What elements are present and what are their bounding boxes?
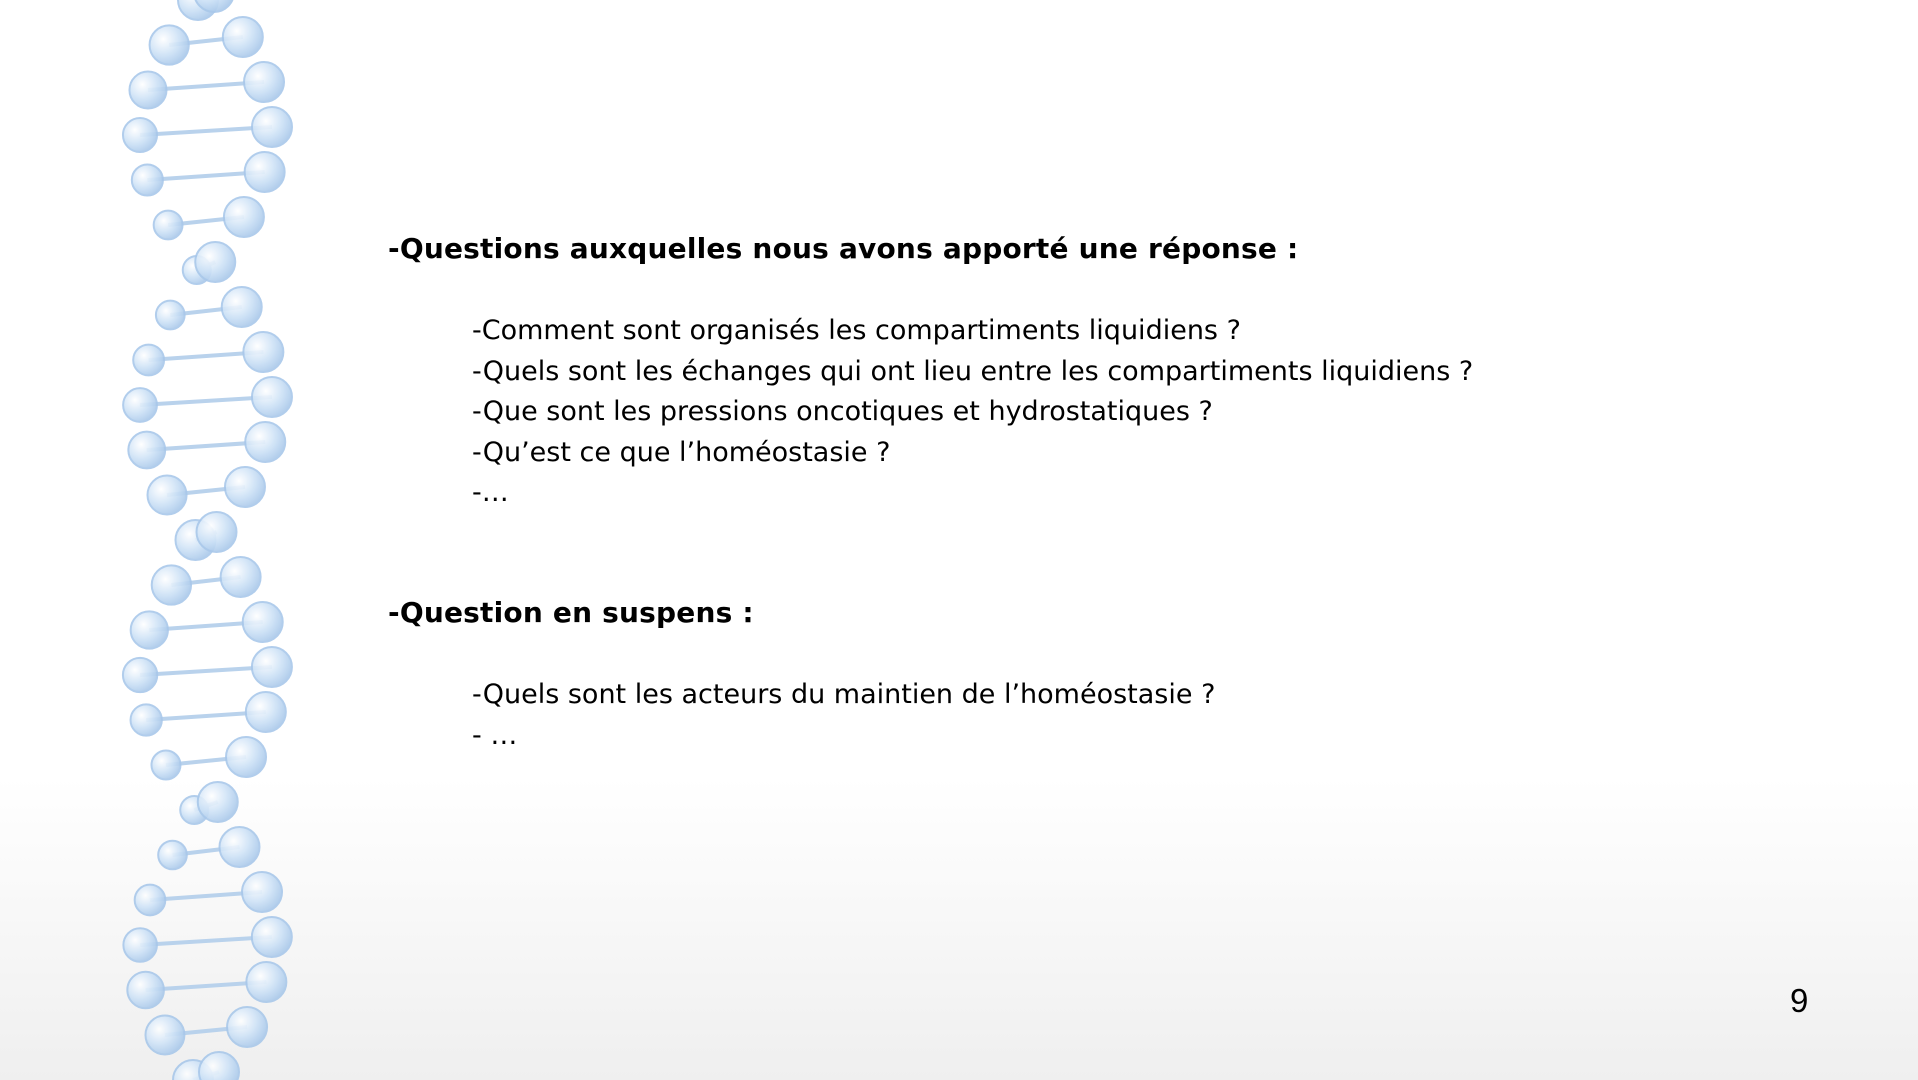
dna-sphere xyxy=(244,62,284,102)
dna-sphere xyxy=(245,422,285,462)
dna-sphere xyxy=(252,107,292,147)
dna-sphere xyxy=(197,512,237,552)
dna-sphere xyxy=(226,737,266,777)
dna-sphere xyxy=(129,71,166,108)
dna-sphere xyxy=(147,475,186,514)
pending-questions-heading: -Question en suspens : xyxy=(388,596,754,629)
list-item: -Que sont les pressions oncotiques et hydrostatiques ? xyxy=(472,396,1213,427)
dna-sphere xyxy=(199,1052,239,1080)
dna-sphere xyxy=(221,557,261,597)
dna-sphere xyxy=(123,118,157,152)
dna-sphere xyxy=(152,565,191,604)
dna-sphere xyxy=(227,1007,267,1047)
dna-sphere xyxy=(123,928,157,962)
answered-questions-heading: -Questions auxquelles nous avons apporté une réponse : xyxy=(388,232,1299,265)
dna-sphere xyxy=(123,388,157,422)
dna-sphere xyxy=(123,658,157,692)
dna-sphere xyxy=(198,782,238,822)
page-number: 9 xyxy=(1790,982,1809,1019)
dna-sphere xyxy=(245,152,285,192)
dna-sphere xyxy=(252,377,292,417)
answered-questions-list xyxy=(472,311,1473,514)
dna-helix-icon xyxy=(0,0,320,1080)
dna-sphere xyxy=(131,704,162,735)
dna-sphere xyxy=(154,211,183,240)
pending-questions-list xyxy=(472,675,1215,756)
dna-sphere xyxy=(243,332,283,372)
list-item: -Comment sont organisés les compartiments liquidiens ? xyxy=(472,315,1241,346)
dna-sphere xyxy=(220,827,260,867)
dna-sphere xyxy=(246,962,286,1002)
dna-sphere xyxy=(145,1016,184,1055)
dna-sphere xyxy=(156,301,185,330)
dna-sphere xyxy=(242,872,282,912)
dna-sphere xyxy=(128,432,165,469)
list-item: -Quels sont les acteurs du maintien de l’homéostasie ? xyxy=(472,679,1216,710)
dna-sphere xyxy=(252,647,292,687)
dna-sphere xyxy=(150,25,189,64)
dna-sphere xyxy=(223,17,263,57)
list-item: -… xyxy=(472,477,509,508)
list-item: -Quels sont les échanges qui ont lieu entre les compartiments liquidiens ? xyxy=(472,355,1474,387)
dna-sphere xyxy=(224,197,264,237)
dna-sphere xyxy=(151,751,180,780)
dna-sphere xyxy=(225,467,265,507)
dna-sphere xyxy=(132,164,163,195)
dna-sphere xyxy=(127,972,164,1009)
dna-sphere xyxy=(131,611,168,648)
dna-sphere xyxy=(133,345,164,376)
list-item: -Qu’est ce que l’homéostasie ? xyxy=(472,436,891,468)
list-item: - … xyxy=(472,719,518,751)
dna-sphere xyxy=(222,287,262,327)
dna-sphere xyxy=(243,602,283,642)
slide-content xyxy=(388,0,1788,1000)
dna-sphere xyxy=(246,692,286,732)
dna-sphere xyxy=(195,242,235,282)
dna-sphere xyxy=(252,917,292,957)
dna-sphere xyxy=(135,885,166,916)
dna-sphere xyxy=(158,841,187,870)
